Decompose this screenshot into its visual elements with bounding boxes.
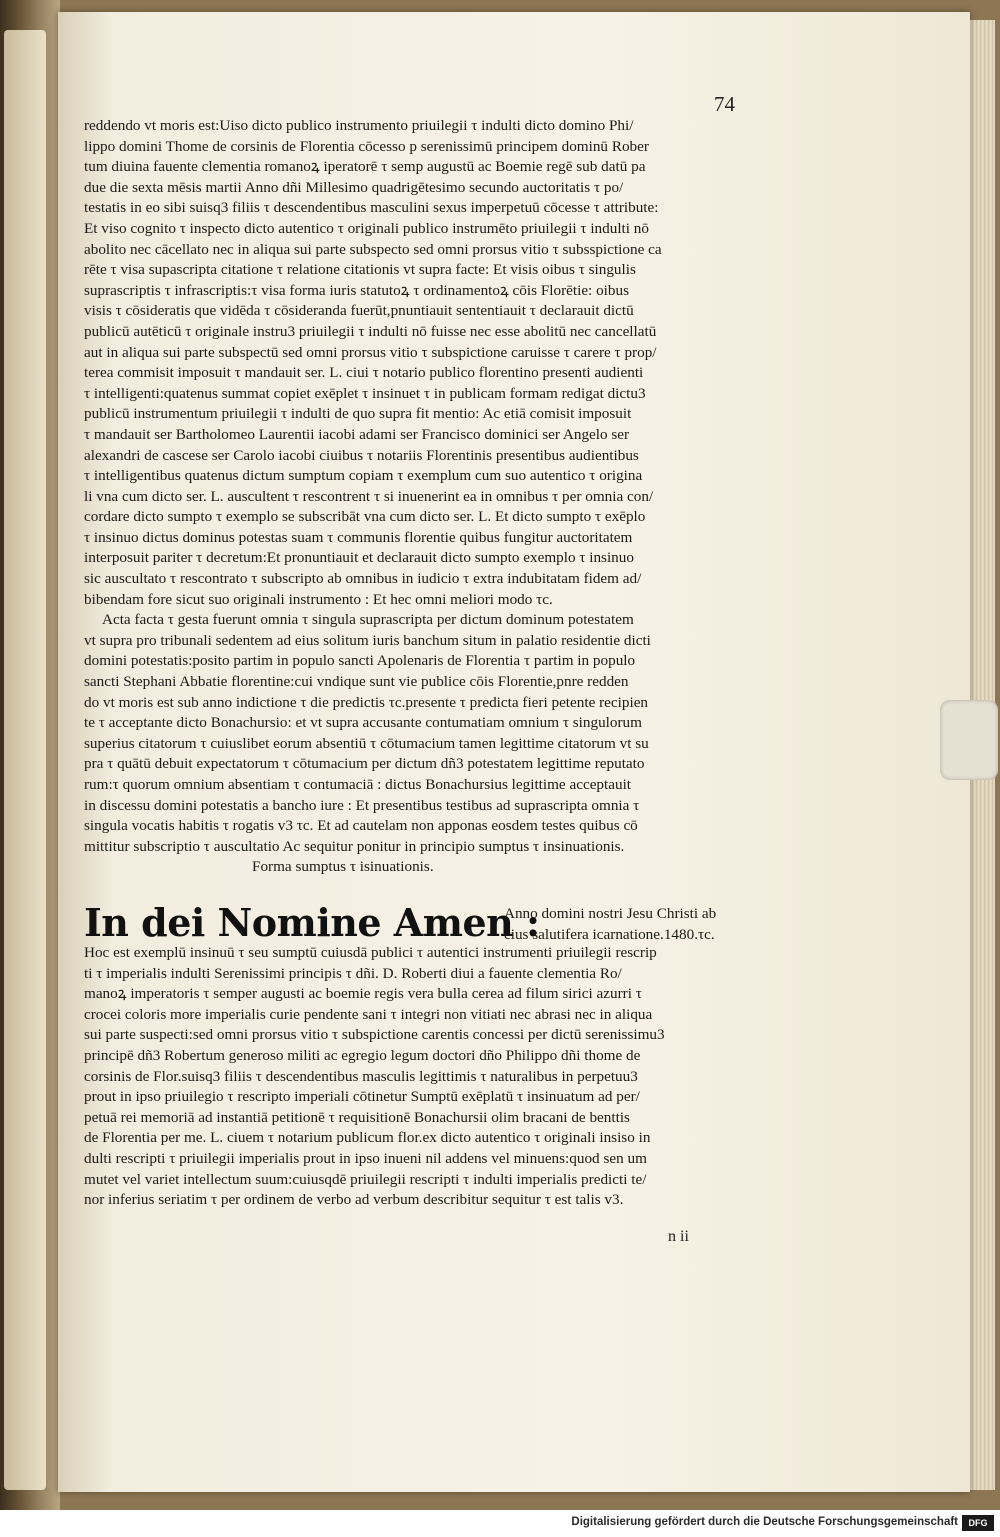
dfg-logo: DFG <box>962 1515 994 1531</box>
text-line: bibendam fore sicut suo originali instrumento : Et hec omni meliori modo τc. <box>84 590 553 608</box>
text-line: principē dñ3 Robertum generoso militi ac egregio legum doctori dño Philippo dñi thome de <box>84 1046 641 1064</box>
text-line: mittitur subscriptio τ auscultatio Ac sequitur ponitur in principio sumptus τ insinuationis. <box>84 837 625 855</box>
text-line: terea commisit imposuit τ mandauit ser. L. ciui τ notario publico florentino presenti audienti <box>84 364 644 382</box>
text-line: aut in aliqua sui parte subspectū sed omni prorsus vitio τ subspictione caruisse τ carere τ prop/ <box>84 343 657 361</box>
text-line: mutet vel variet intellectum suum:cuiusqdē priuilegii rescripti τ indulti imperialis predicti te/ <box>84 1170 647 1188</box>
heading-side-text <box>504 904 784 945</box>
page-clip-tab <box>940 700 998 780</box>
text-line: rum:τ quorum omnium absentiam τ contumaciā : dictus Bonachursius legittime acceptauit <box>84 776 632 793</box>
text-line: manoꝝ imperatoris τ semper augusti ac boemie regis vera bulla cerea ad filum sirici azurri τ <box>84 985 642 1003</box>
text-line: sui parte suspecti:sed omni prorsus vitio τ subspictione carentis concessi per dictū serenissimu3 <box>84 1026 665 1044</box>
second-text-block <box>84 943 784 1211</box>
text-line: ti τ imperialis indulti Serenissimi principis τ dñi. D. Roberti diui a fauente clementia Ro/ <box>84 964 622 982</box>
text-line: due die sexta mēsis martii Anno dñi Millesimo quadrigētesimo secundo auctoritatis τ po/ <box>84 178 624 196</box>
incipit-heading: In dei Nomine Amen : <box>84 900 540 945</box>
text-line: sancti Stephani Abbatie florentine:cui vndique sunt vie publice cōis Florentie,pnre redden <box>84 673 629 691</box>
text-line: reddendo vt moris est:Uiso dicto publico instrumento priuilegii τ indulti dicto domino Phi/ <box>84 117 634 134</box>
text-line: suprascriptis τ infrascriptis:τ visa forma iuris statutoꝝ τ ordinamentoꝝ cōis Florētie: oibus <box>84 281 629 299</box>
text-line: do vt moris est sub anno indictione τ die predictis τc.presente τ predicta fieri petente recipien <box>84 693 649 711</box>
text-line: Forma sumptus τ isinuationis. <box>252 858 434 876</box>
footer-bar <box>0 1510 1000 1537</box>
text-line: te τ acceptante dicto Bonachursio: et vt supra accusante contumatiam omnium τ singulorum <box>84 714 642 732</box>
text-line: in discessu domini potestatis a bancho iure : Et presentibus testibus ad suprascripta omnia τ <box>84 796 640 814</box>
text-line: τ insinuo dictus dominus potestas suam τ communis florentie quibus fungitur auctoritatem <box>84 528 633 546</box>
text-line: petuā rei memoriā ad instantiā petitionē τ requisitionē Bonachursii olim bracani de benttis <box>84 1108 630 1126</box>
text-line: abolito nec cācellato nec in aliqua sui parte subspecto sed omni prorsus vitio τ subsspictione ca <box>84 240 662 258</box>
text-line: Acta facta τ gesta fuerunt omnia τ singula suprascripta per dictum dominum potestatem <box>102 611 634 629</box>
text-line: publicū autēticū τ originale instru3 priuilegii τ indulti nō fuisse nec esse abolitū nec cancellatū <box>84 322 657 340</box>
text-line: de Florentia per me. L. ciuem τ notarium publicum flor.ex dicto autentico τ originali insiso in <box>84 1129 651 1147</box>
text-line: τ mandauit ser Bartholomeo Laurentii iacobi adami ser Francisco dominici ser Angelo ser <box>84 425 630 443</box>
main-text-block <box>84 116 774 878</box>
text-line: vt supra pro tribunali sedentem ad eius solitum iuris banchum situm in palatio residentie dicti <box>84 631 651 649</box>
text-line: lippo domini Thome de corsinis de Florentia cōcesso p serenissimū principem dominū Rober <box>84 137 649 155</box>
heading-side-line: Anno domini nostri Jesu Christi ab <box>504 905 717 922</box>
text-line: publicū instrumentum priuilegii τ indulti de quo supra fit mentio: Ac etiā comisit imposuit <box>84 405 632 423</box>
text-line: interposuit pariter τ decretum:Et pronuntiauit et declarauit dicto sumpto exemplo τ insinuo <box>84 549 634 567</box>
folio-number: 74 <box>714 92 735 116</box>
text-line: sic auscultato τ rescontrato τ subscripto ab omnibus in iudicio τ extra indubitatam fidem ad/ <box>84 570 642 588</box>
text-line: li vna cum dicto ser. L. auscultent τ rescontrent τ si inuenerint ea in omnibus τ per omnia con/ <box>84 487 654 505</box>
left-page-edge <box>4 30 46 1490</box>
text-line: pra τ quātū debuit expectatorum τ cōtumacium per dictum dñ3 potestatem legittime reputato <box>84 755 645 773</box>
text-line: testatis in eo sibi suisq3 filiis τ descendentibus masculini sexus imperpetuū cōcesse τ attribute: <box>84 199 659 217</box>
signature-mark: n ii <box>668 1228 689 1245</box>
text-line: domini potestatis:posito partim in populo sancti Apolenaris de Florentia τ partim in populo <box>84 652 636 670</box>
text-line: alexandri de cascese ser Carolo iacobi ciuibus τ notariis Florentinis presentibus audientibus <box>84 446 639 464</box>
text-line: Hoc est exemplū insinuū τ seu sumptū cuiusdā publici τ autentici instrumenti priuilegii rescrip <box>84 944 657 961</box>
text-line: τ intelligentibus quatenus dictum sumptum copiam τ exemplum cum suo autentico τ origina <box>84 467 643 485</box>
text-line: corsinis de Flor.suisq3 filiis τ descendentibus masculis legittimis τ naturalibus in perpetuu3 <box>84 1067 638 1085</box>
text-line: visis τ cōsideratis que vidēda τ cōsideranda fuerūt,pnuntiauit sententiauit τ declarauit dictū <box>84 302 634 320</box>
text-line: prout in ipso priuilegio τ rescripto imperiali cōtinetur Sumptū exēplatū τ insinuatum ad per/ <box>84 1088 640 1106</box>
text-line: singula vocatis habitis τ rogatis v3 τc. Et ad cautelam non apponas eosdem testes quibus cō <box>84 817 638 835</box>
text-line: rēte τ visa supascripta citatione τ relatione citationis vt supra facte: Et visis oibus τ singulis <box>84 261 636 279</box>
heading-side-line: eius salutifera icarnatione.1480.τc. <box>504 925 715 943</box>
text-line: nor inferius seriatim τ per ordinem de verbo ad verbum describitur sequitur τ est talis v3. <box>84 1191 624 1209</box>
funding-credit: Digitalisierung gefördert durch die Deutsche Forschungsgemeinschaft <box>571 1516 958 1528</box>
text-line: superius citatorum τ cuiuslibet eorum absentiū τ cōtumacium tamen legittime citatorum vt su <box>84 734 649 752</box>
text-line: tum diuina fauente clementia romanoꝝ iperatorē τ semp augustū ac Boemie regē sub datū pa <box>84 158 646 176</box>
text-line: dulti rescripti τ priuilegii imperialis prout in ipso inueni nil addens vel minuens:quod sen um <box>84 1149 647 1167</box>
text-line: Et viso cognito τ inspecto dicto autentico τ originali publico instrumēto priuilegii τ indulti nō <box>84 219 649 237</box>
text-line: τ intelligenti:quatenus summat copiet exēplet τ insinuet τ in publicam formam redigat dictu3 <box>84 384 646 402</box>
text-line: cordare dicto sumpto τ exemplo se subscribāt vna cum dicto ser. L. Et dicto sumpto τ exēplo <box>84 508 646 526</box>
text-line: crocei coloris more imperialis curie pendente sani τ integri non vitiati nec abrasi nec in aliqua <box>84 1005 653 1023</box>
